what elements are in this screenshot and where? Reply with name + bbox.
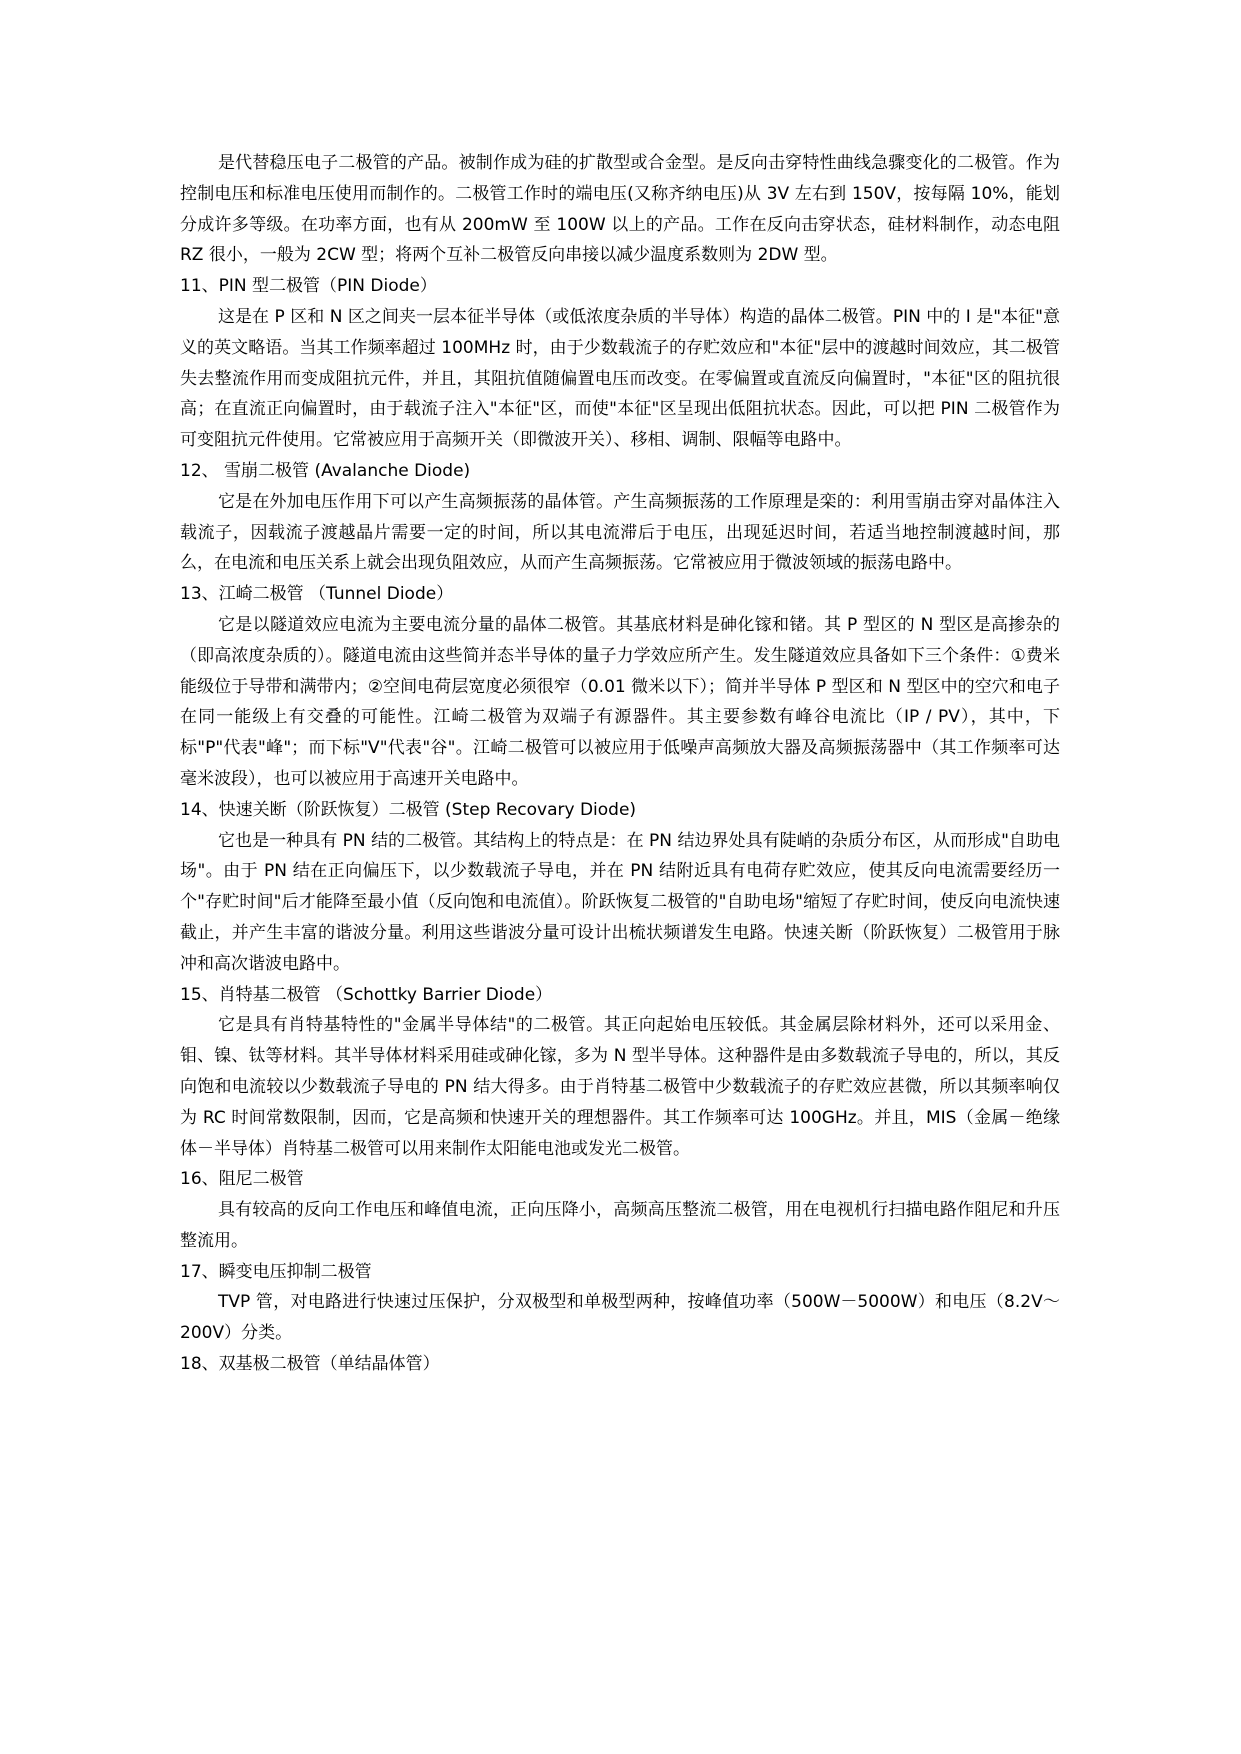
paragraph-step-recovery-diode: 它也是一种具有 PN 结的二极管。其结构上的特点是：在 PN 结边界处具有陡峭的杂质分布区，从而形成"自助电场"。由于 PN 结在正向偏压下，以少数载流子导电，并在 PN 结附近具有电荷存贮效应，使其反向电流需要经历一个"存贮时间"后才能降至最小值（反向饱和电流值）。阶跃恢复二极管的"自助电场"缩短了存贮时间，使反向电流快速截止，并产生丰富的谐波分量。利用这些谐波分量可设计出梳状频谱发生电路。快速关断（阶跃恢复）二极管用于脉冲和高次谐波电路中。 xyxy=(180,830,1060,974)
heading-step-recovery-diode: 14、快速关断（阶跃恢复）二极管 (Step Recovary Diode) xyxy=(180,799,637,820)
heading-tunnel-diode: 13、江崎二极管 （Tunnel Diode） xyxy=(180,584,454,605)
heading-avalanche-diode: 12、 雪崩二极管 (Avalanche Diode) xyxy=(180,460,471,481)
heading-double-base-diode: 18、双基极二极管（单结晶体管） xyxy=(180,1354,440,1375)
paragraph-zener-intro: 是代替稳压电子二极管的产品。被制作成为硅的扩散型或合金型。是反向击穿特性曲线急骤变化的二极管。作为控制电压和标准电压使用而制作的。二极管工作时的端电压(又称齐纳电压)从 3V 左右到 150V，按每隔 10%，能划分成许多等级。在功率方面，也有从 200mW 至 100W 以上的产品。工作在反向击穿状态，硅材料制作，动态电阻 RZ 很小，一般为 2CW 型；将两个互补二极管反向串接以减少温度系数则为 2DW 型。 xyxy=(180,153,1060,266)
paragraph-damping-diode: 具有较高的反向工作电压和峰值电流，正向压降小，高频高压整流二极管，用在电视机行扫描电路作阻尼和升压整流用。 xyxy=(180,1200,1060,1251)
paragraph-pin-diode: 这是在 P 区和 N 区之间夹一层本征半导体（或低浓度杂质的半导体）构造的晶体二极管。PIN 中的 I 是"本征"意义的英文略语。当其工作频率超过 100MHz 时，由于少数载流子的存贮效应和"本征"层中的渡越时间效应，其二极管失去整流作用而变成阻抗元件，并且，其阻抗值随偏置电压而改变。在零偏置或直流反向偏置时，"本征"区的阻抗很高；在直流正向偏置时，由于载流子注入"本征"区，而使"本征"区呈现出低阻抗状态。因此，可以把 PIN 二极管作为可变阻抗元件使用。它常被应用于高频开关（即微波开关）、移相、调制、限幅等电路中。 xyxy=(180,306,1060,451)
paragraph-tunnel-diode: 它是以隧道效应电流为主要电流分量的晶体二极管。其基底材料是砷化镓和锗。其 P 型区的 N 型区是高掺杂的（即高浓度杂质的）。隧道电流由这些简并态半导体的量子力学效应所产生。发生隧道效应具备如下三个条件：①费米能级位于导带和满带内；②空间电荷层宽度必须很窄（0.01 微米以下）；简并半导体 P 型区和 N 型区中的空穴和电子在同一能级上有交叠的可能性。江崎二极管为双端子有源器件。其主要参数有峰谷电流比（IP / PV），其中，下标"P"代表"峰"；而下标"V"代表"谷"。江崎二极管可以被应用于低噪声高频放大器及高频振荡器中（其工作频率可达毫米波段），也可以被应用于高速开关电路中。 xyxy=(180,614,1060,789)
document-page xyxy=(180,148,1060,1380)
heading-pin-diode: 11、PIN 型二极管（PIN Diode） xyxy=(180,276,437,297)
heading-damping-diode: 16、阻尼二极管 xyxy=(180,1169,304,1190)
paragraph-avalanche-diode: 它是在外加电压作用下可以产生高频振荡的晶体管。产生高频振荡的工作原理是栾的：利用雪崩击穿对晶体注入载流子，因载流子渡越晶片需要一定的时间，所以其电流滞后于电压，出现延迟时间，若适当地控制渡越时间，那么，在电流和电压关系上就会出现负阻效应，从而产生高频振荡。它常被应用于微波领域的振荡电路中。 xyxy=(180,491,1060,574)
paragraph-schottky-diode: 它是具有肖特基特性的"金属半导体结"的二极管。其正向起始电压较低。其金属层除材料外，还可以采用金、钼、镍、钛等材料。其半导体材料采用硅或砷化镓，多为 N 型半导体。这种器件是由多数载流子导电的，所以，其反向饱和电流较以少数载流子导电的 PN 结大得多。由于肖特基二极管中少数载流子的存贮效应甚微，所以其频率响仅为 RC 时间常数限制，因而，它是高频和快速开关的理想器件。其工作频率可达 100GHz。并且，MIS（金属－绝缘体－半导体）肖特基二极管可以用来制作太阳能电池或发光二极管。 xyxy=(180,1015,1060,1159)
heading-schottky-diode: 15、肖特基二极管 （Schottky Barrier Diode） xyxy=(180,984,553,1005)
paragraph-tvs-diode: TVP 管，对电路进行快速过压保护，分双极型和单极型两种，按峰值功率（500W－5000W）和电压（8.2V～200V）分类。 xyxy=(180,1292,1060,1344)
heading-tvs-diode: 17、瞬变电压抑制二极管 xyxy=(180,1261,372,1282)
